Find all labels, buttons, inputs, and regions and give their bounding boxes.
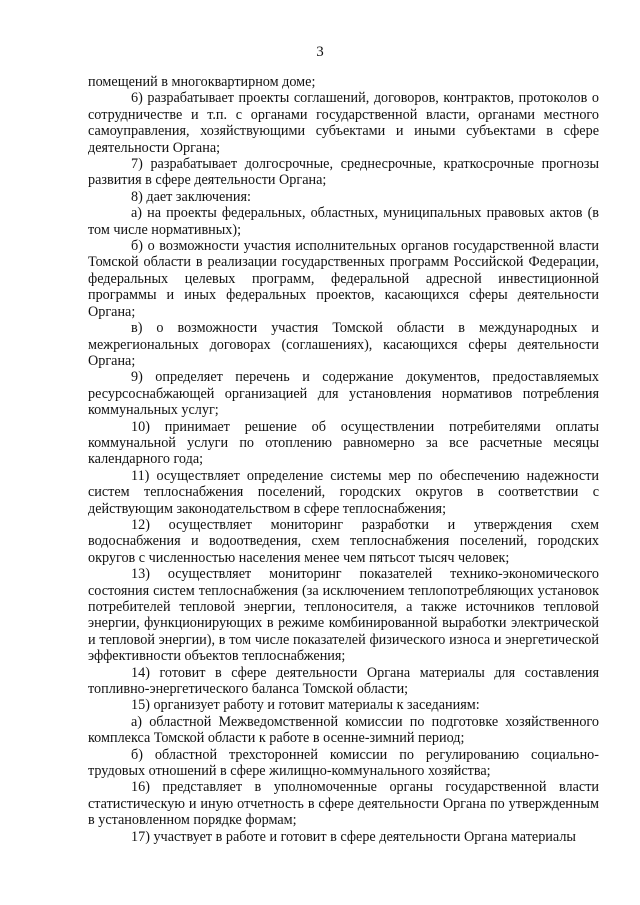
paragraph-item-8b: б) о возможности участия исполнительных органов государственной власти Томской области в реализации государственных программ Российской Федерации, федеральных целевых программ, федеральной адресной инвестиционной программы и иных федеральных проектов, касающихся сферы деятельности Органа; <box>88 238 599 320</box>
paragraph-item-17: 17) участвует в работе и готовит в сфере деятельности Органа материалы <box>131 828 576 845</box>
paragraph-item-6: 6) разрабатывает проекты соглашений, договоров, контрактов, протоколов о сотрудничестве и т.п. с органами государственной власти, органами местного самоуправления, хозяйствующими субъектами и иными субъектами в сфере деятельности Органа; <box>88 90 599 156</box>
paragraph-item-8a: а) на проекты федеральных, областных, муниципальных правовых актов (в том числе нормативных); <box>88 205 599 238</box>
paragraph-continuation: помещений в многоквартирном доме; <box>88 74 316 90</box>
paragraph-item-12: 12) осуществляет мониторинг разработки и утверждения схем водоснабжения и водоотведения, схем теплоснабжения поселений, городских округов с численностью населения менее чем пятьсот тысяч человек; <box>88 516 599 566</box>
paragraph-item-8v: в) о возможности участия Томской области в международных и межрегиональных договорах (соглашениях), касающихся сферы деятельности Органа; <box>88 320 599 369</box>
paragraph-item-8: 8) дает заключения: <box>131 188 251 205</box>
paragraph-item-15: 15) организует работу и готовит материалы к заседаниям: <box>131 697 480 714</box>
paragraph-item-14: 14) готовит в сфере деятельности Органа материалы для составления топливно-энергетического баланса Томской области; <box>88 664 599 698</box>
paragraph-item-7: 7) разрабатывает долгосрочные, среднесрочные, краткосрочные прогнозы развития в сфере деятельности Органа; <box>88 156 599 189</box>
document-body <box>88 74 599 845</box>
paragraph-item-15a: а) областной Межведомственной комиссии по подготовке хозяйственного комплекса Томской области к работе в осенне-зимний период; <box>88 713 599 747</box>
paragraph-item-13: 13) осуществляет мониторинг показателей технико-экономического состояния систем теплоснабжения (за исключением теплопотребляющих установок потребителей тепловой энергии, теплоносителя, а также источников тепловой энергии, функционирующих в режиме комбинированной выработки электрической и тепловой энергии), в том числе показателей физического износа и энергетической эффективности объектов теплоснабжения; <box>88 566 599 665</box>
paragraph-item-15b: б) областной трехсторонней комиссии по регулированию социально-трудовых отношений в сфере жилищно-коммунального хозяйства; <box>88 746 599 780</box>
paragraph-item-16: 16) представляет в уполномоченные органы государственной власти статистическую и иную отчетность в сфере деятельности Органа по утвержденным в установленном порядке формам; <box>88 779 599 829</box>
paragraph-item-11: 11) осуществляет определение системы мер по обеспечению надежности систем теплоснабжения поселений, городских округов в соответствии с действующим законодательством в сфере теплоснабжения; <box>88 467 599 517</box>
page-number: 3 <box>316 44 324 60</box>
paragraph-item-9: 9) определяет перечень и содержание документов, предоставляемых ресурсоснабжающей организацией для установления нормативов потребления коммунальных услуг; <box>88 369 599 419</box>
paragraph-item-10: 10) принимает решение об осуществлении потребителями оплаты коммунальной услуги по отоплению равномерно за все расчетные месяцы календарного года; <box>88 418 599 468</box>
